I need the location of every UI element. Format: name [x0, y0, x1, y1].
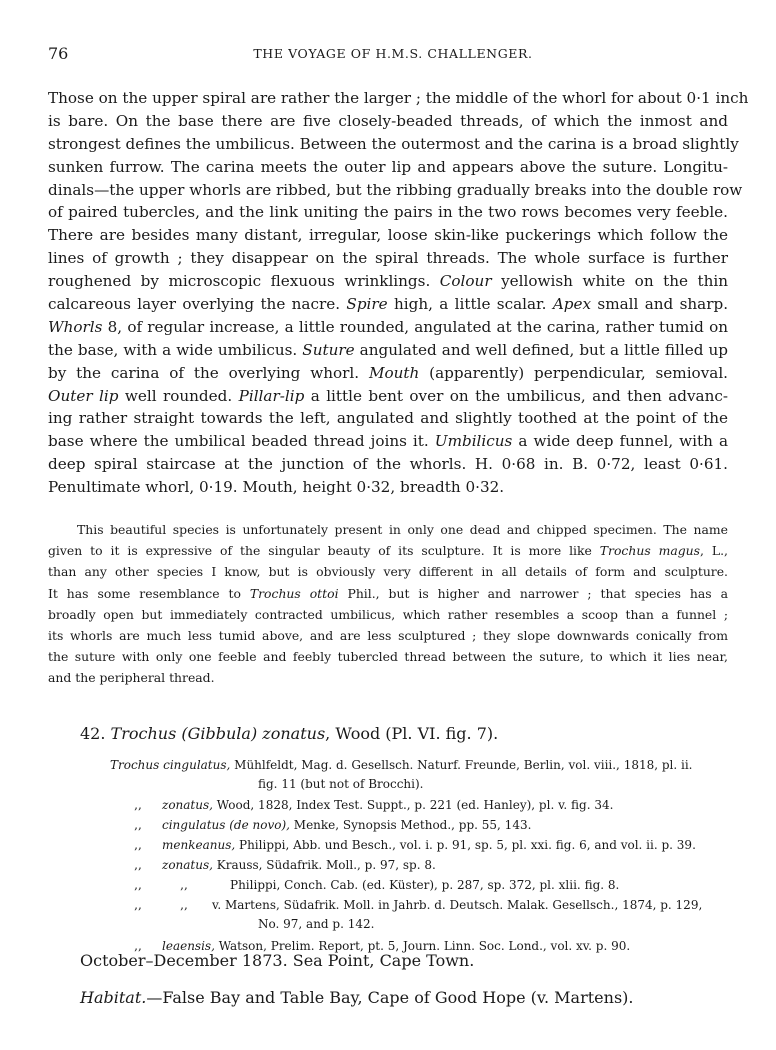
remarks-paragraph: [48, 519, 728, 689]
term-umbilicus: Umbilicus: [434, 432, 513, 451]
remarks-line: the suture with only one feeble and feebly tubercled thread between the suture, to which it lies near,: [48, 649, 728, 665]
description-line: by the carina of the overlying whorl. Mouth (apparently) perpendicular, semioval.: [48, 363, 729, 382]
synonymy-entry: [110, 755, 693, 775]
ditto-mark: ,,: [134, 939, 142, 953]
species-heading: [80, 724, 498, 743]
ditto-mark: ,,: [134, 858, 142, 872]
term-spire: Spire: [346, 295, 388, 314]
synonym-reference: Watson, Prelim. Report, pt. 5, Journ. Linn. Soc. Lond., vol. xv. p. 90.: [218, 939, 631, 953]
ditto-mark: ,,: [180, 898, 188, 912]
synonym-reference: Mühlfeldt, Mag. d. Gesellsch. Naturf. Freunde, Berlin, vol. viii., 1818, pl. ii.: [234, 758, 693, 772]
term-apex: Apex: [552, 295, 592, 314]
description-line: base where the umbilical beaded thread joins it. Umbilicus a wide deep funnel, with a: [48, 432, 728, 451]
habitat-text: —False Bay and Table Bay, Cape of Good Hope (v. Martens).: [146, 988, 634, 1007]
species-epithet: zonatus: [262, 724, 326, 743]
synonym-reference: v. Martens, Südafrik. Moll. in Jahrb. d. Deutsch. Malak. Gesellsch., 1874, p. 129,: [212, 898, 703, 912]
description-line: There are besides many distant, irregular, loose skin-like puckerings which follow the: [48, 226, 728, 245]
species-number: 42.: [80, 724, 106, 743]
remarks-line: given to it is expressive of the singular beauty of its sculpture. It is more like Trochus magus, L.,: [48, 543, 729, 559]
description-line: Penultimate whorl, 0·19. Mouth, height 0·32, breadth 0·32.: [48, 478, 505, 497]
habitat-line: [80, 988, 633, 1007]
term-outer-lip: Outer lip: [48, 386, 119, 405]
description-line: deep spiral staircase at the junction of the whorls. H. 0·68 in. B. 0·72, least 0·61.: [48, 455, 728, 474]
locality-line: October–December 1873. Sea Point, Cape Town.: [80, 951, 475, 970]
description-line: the base, with a wide umbilicus. Suture angulated and well defined, but a little filled up: [48, 340, 729, 359]
synonymy-entry: [258, 914, 374, 934]
term-mouth: Mouth: [368, 363, 420, 382]
term-suture: Suture: [302, 340, 355, 359]
synonym-name: leaensis,: [162, 939, 215, 953]
synonym-name: zonatus,: [162, 858, 213, 872]
synonym-name: cingulatus (de novo),: [162, 818, 290, 832]
species-authority: , Wood (Pl. VI. fig. 7).: [325, 724, 499, 743]
description-line: sunken furrow. The carina meets the outer lip and appears above the suture. Longitu-: [48, 157, 728, 176]
synonymy-entry: [258, 774, 423, 794]
remarks-line: than any other species I know, but is obviously very different in all details of form and sculpture.: [48, 564, 728, 580]
description-line: Those on the upper spiral are rather the larger ; the middle of the whorl for about 0·1 inch: [48, 89, 749, 107]
term-pillar-lip: Pillar-lip: [238, 386, 305, 405]
description-line: calcareous layer overlying the nacre. Spire high, a little scalar. Apex small and sharp.: [48, 295, 729, 314]
species-ref-ottoi: Trochus ottoi: [249, 585, 339, 601]
species-description: [48, 87, 749, 499]
species-subgenus: (Gibbula): [181, 724, 258, 743]
synonym-reference: Philippi, Abb. und Besch., vol. i. p. 91, sp. 5, pl. xxi. fig. 6, and vol. ii. p. 39.: [239, 838, 696, 852]
synonym-reference: Menke, Synopsis Method., pp. 55, 143.: [293, 818, 532, 832]
running-title: THE VOYAGE OF H.M.S. CHALLENGER.: [253, 46, 533, 61]
description-line: Whorls 8, of regular increase, a little rounded, angulated at the carina, rather tumid on: [48, 317, 729, 336]
description-line: is bare. On the base there are five closely-beaded threads, of which the inmost and: [48, 111, 728, 130]
synonym-name: menkeanus,: [162, 838, 236, 852]
ditto-mark: ,,: [134, 898, 142, 912]
remarks-line: and the peripheral thread.: [48, 670, 215, 686]
page-header: [48, 44, 738, 66]
description-line: of paired tubercles, and the link uniting the pairs in the two rows becomes very feeble.: [48, 203, 728, 222]
ditto-mark: ,,: [180, 878, 188, 892]
term-whorls: Whorls: [48, 317, 103, 336]
habitat-label: Habitat.: [80, 988, 147, 1007]
synonym-reference: Philippi, Conch. Cab. (ed. Küster), p. 287, sp. 372, pl. xlii. fig. 8.: [230, 878, 620, 892]
ditto-mark: ,,: [134, 878, 142, 892]
synonym-name: zonatus,: [162, 798, 213, 812]
description-line: dinals—the upper whorls are ribbed, but the ribbing gradually breaks into the double row: [48, 180, 743, 199]
synonym-reference: Wood, 1828, Index Test. Suppt., p. 221 (ed. Hanley), pl. v. fig. 34.: [216, 798, 614, 812]
remarks-line: This beautiful species is unfortunately present in only one dead and chipped specimen. The name: [77, 522, 728, 537]
species-ref-magus: Trochus magus: [599, 543, 701, 559]
description-line: Outer lip well rounded. Pillar-lip a little bent over on the umbilicus, and then advanc-: [48, 386, 729, 405]
ditto-mark: ,,: [134, 818, 142, 832]
description-line: strongest defines the umbilicus. Between the outermost and the carina is a broad slightly: [48, 134, 739, 153]
remarks-line: its whorls are much less tumid above, and are less sculptured ; they slope downwards conically from: [48, 627, 728, 643]
remarks-line: It has some resemblance to Trochus ottoi Phil., but is higher and narrower ; that species has a: [48, 585, 728, 601]
synonym-reference: fig. 11 (but not of Brocchi).: [258, 777, 424, 791]
synonym-name: Trochus cingulatus,: [110, 758, 231, 772]
description-line: roughened by microscopic flexuous wrinklings. Colour yellowish white on the thin: [48, 272, 728, 291]
species-genus: Trochus: [110, 724, 177, 743]
ditto-mark: ,,: [134, 798, 142, 812]
page-number: 76: [48, 44, 69, 63]
ditto-mark: ,,: [134, 838, 142, 852]
term-colour: Colour: [439, 272, 492, 291]
description-line: ing rather straight towards the left, angulated and slightly toothed at the point of the: [48, 409, 728, 428]
remarks-line: broadly open but immediately contracted umbilicus, which rather resembles a scoop than a funnel ;: [48, 606, 728, 622]
synonym-reference: No. 97, and p. 142.: [258, 917, 375, 931]
synonym-reference: Krauss, Südafrik. Moll., p. 97, sp. 8.: [216, 858, 436, 872]
description-line: lines of growth ; they disappear on the spiral threads. The whole surface is further: [48, 249, 728, 268]
